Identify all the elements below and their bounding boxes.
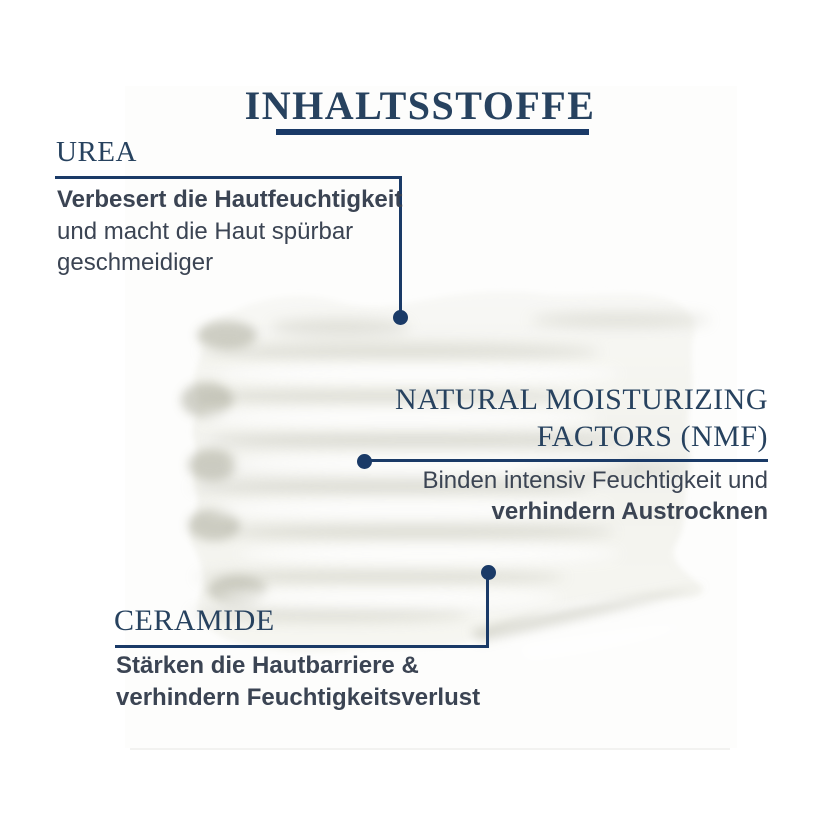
title-underline-bar <box>276 129 589 135</box>
photo-bottom-edge <box>130 748 730 750</box>
ceramide-description-line1: Stärken die Hautbarriere & <box>116 652 419 679</box>
urea-description-line1: Verbesert die Hautfeuchtigkeit <box>57 186 403 213</box>
nmf-heading <box>395 381 768 455</box>
nmf-description-line2: verhindern Austrocknen <box>491 498 768 525</box>
ceramide-callout-line-vertical <box>486 573 489 648</box>
ceramide-heading: CERAMIDE <box>114 604 275 637</box>
nmf-heading-line2: FACTORS (NMF) <box>536 420 768 453</box>
nmf-description-line1: Binden intensiv Feuchtigkeit und <box>422 467 768 494</box>
nmf-callout-dot <box>357 454 372 469</box>
nmf-heading-line1: NATURAL MOISTURIZING <box>394 383 768 416</box>
page-title: INHALTSSTOFFE <box>244 83 596 128</box>
urea-callout-dot <box>393 310 408 325</box>
urea-description-line3: geschmeidiger <box>57 249 214 276</box>
urea-description <box>57 184 402 279</box>
ceramide-callout-line-horizontal <box>115 645 489 648</box>
nmf-description <box>422 465 768 527</box>
ceramide-description <box>116 650 480 714</box>
nmf-callout-line-horizontal <box>364 459 768 462</box>
ceramide-description-line2: verhindern Feuchtigkeitsverlust <box>116 684 481 711</box>
urea-heading: UREA <box>56 136 137 168</box>
urea-callout-line-horizontal <box>55 176 402 179</box>
urea-description-line2: und macht die Haut spürbar <box>57 217 354 245</box>
